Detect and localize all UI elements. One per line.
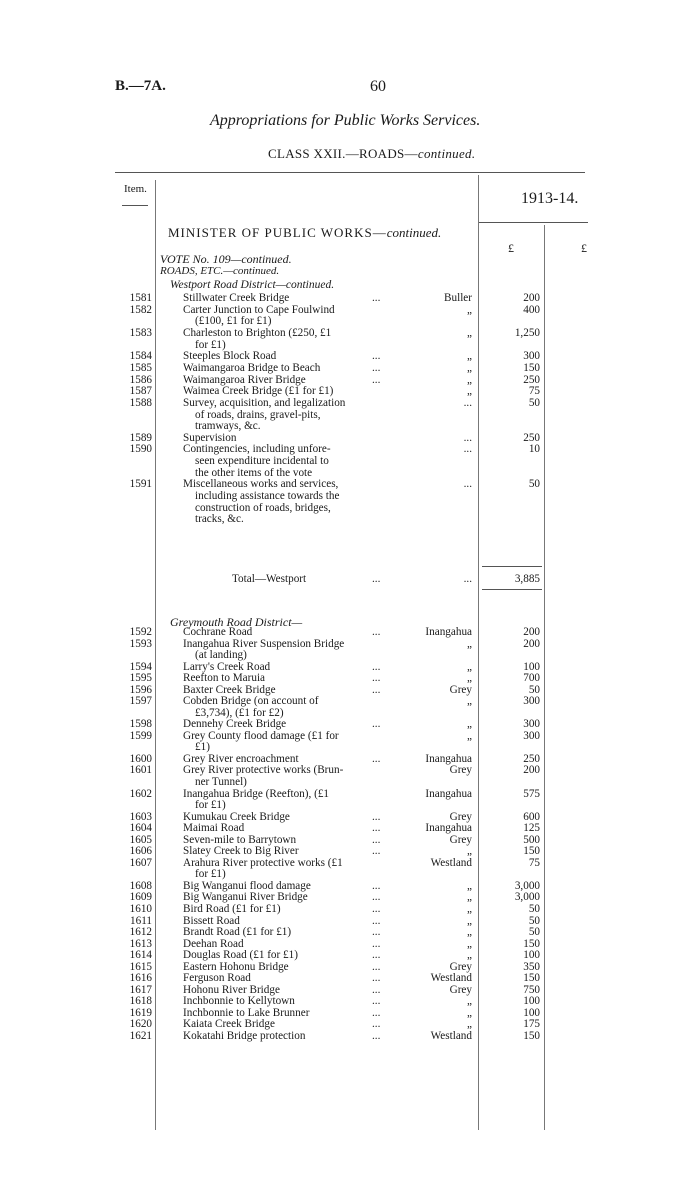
item-description: Hohonu River Bridge — [183, 983, 280, 996]
item-amount: 750 — [523, 983, 540, 996]
item-description: Waimangaroa River Bridge — [183, 373, 306, 386]
item-description: Charleston to Brighton (£250, £1 — [183, 326, 332, 339]
document-reference: B.—7A. — [115, 78, 166, 94]
table-row — [0, 385, 700, 397]
item-description: Ferguson Road — [183, 972, 251, 985]
county-name: Buller — [444, 292, 472, 304]
item-amount: 250 — [523, 373, 540, 386]
item-amount: 500 — [523, 833, 540, 846]
table-row — [0, 350, 700, 362]
item-number: 1613 — [129, 937, 152, 950]
leader-dots: ... — [372, 949, 381, 962]
table-row — [0, 926, 700, 938]
total-amount: 3,885 — [514, 573, 540, 585]
item-amount: 50 — [528, 396, 540, 409]
table-row — [0, 868, 700, 880]
county-name: „ — [467, 303, 472, 316]
table-row — [0, 707, 700, 719]
item-column-header: Item. — [124, 183, 147, 195]
total-county: ... — [463, 573, 472, 585]
leader-dots: ... — [372, 983, 381, 996]
item-number: 1592 — [129, 626, 152, 638]
item-description: Inangahua Bridge (Reefton), (£1 — [183, 787, 330, 800]
item-amount: 700 — [523, 672, 540, 685]
item-description: ner Tunnel) — [195, 776, 247, 789]
item-number: 1618 — [129, 995, 152, 1008]
table-row — [0, 834, 700, 846]
item-number: 1610 — [129, 902, 152, 915]
table-row — [0, 467, 700, 479]
item-amount: 200 — [523, 292, 540, 304]
item-amount: 100 — [523, 1006, 540, 1019]
item-description: Dennehy Creek Bridge — [183, 718, 287, 731]
item-description: Grey County flood damage (£1 for — [183, 729, 339, 742]
year-column-header: 1913-14. — [521, 190, 579, 207]
item-amount: 3,000 — [514, 879, 540, 892]
county-name: „ — [467, 879, 472, 892]
table-row — [0, 903, 700, 915]
item-number: 1611 — [130, 914, 152, 927]
item-number: 1621 — [129, 1029, 152, 1042]
leader-dots: ... — [372, 995, 381, 1008]
leader-dots: ... — [372, 960, 381, 973]
item-description: Waimea Creek Bridge (£1 for £1) — [183, 385, 334, 398]
total-label: Total—Westport — [232, 573, 307, 585]
item-description: Kokatahi Bridge protection — [183, 1029, 306, 1042]
item-description: Bird Road (£1 for £1) — [183, 902, 281, 915]
item-amount: 200 — [523, 626, 540, 638]
table-row — [0, 327, 700, 339]
greymouth-district-heading: Greymouth Road District— — [170, 615, 303, 629]
county-name: „ — [467, 718, 472, 731]
leader-dots: ... — [372, 822, 381, 835]
county-name: „ — [467, 902, 472, 915]
table-row — [0, 684, 700, 696]
item-number: 1617 — [129, 983, 152, 996]
leader-dots: ... — [372, 373, 381, 386]
item-description: seen expenditure incidental to — [195, 455, 329, 468]
item-description: Contingencies, including unfore- — [183, 443, 331, 456]
item-number: 1581 — [129, 292, 152, 304]
leader-dots: ... — [372, 1018, 381, 1031]
item-number: 1590 — [129, 443, 152, 456]
county-name: „ — [467, 637, 472, 650]
item-amount: 125 — [523, 822, 540, 835]
item-number: 1615 — [129, 960, 152, 973]
table-row — [0, 490, 700, 502]
item-description: Kumukau Creek Bridge — [183, 810, 290, 823]
table-row — [0, 432, 700, 444]
item-amount: 100 — [523, 660, 540, 673]
item-amount: 100 — [523, 995, 540, 1008]
table-row — [0, 661, 700, 673]
county-name: Westland — [430, 856, 472, 869]
item-number: 1609 — [129, 891, 152, 904]
leader-dots: ... — [372, 1029, 381, 1042]
item-description: Inchbonnie to Lake Brunner — [183, 1006, 310, 1019]
table-row — [0, 938, 700, 950]
table-row — [0, 972, 700, 984]
item-number: 1612 — [129, 926, 152, 939]
county-name: ... — [463, 396, 472, 409]
item-description: construction of roads, bridges, — [195, 501, 331, 514]
item-number: 1595 — [129, 672, 152, 685]
county-name: Grey — [449, 960, 472, 973]
item-amount: 100 — [523, 949, 540, 962]
item-rule — [122, 205, 148, 206]
item-amount: 575 — [523, 787, 540, 800]
item-description: Deehan Road — [183, 937, 244, 950]
item-description: Cobden Bridge (on account of — [183, 695, 319, 708]
item-description: (at landing) — [195, 649, 247, 662]
item-number: 1598 — [129, 718, 152, 731]
item-description: Baxter Creek Bridge — [183, 683, 276, 696]
leader-dots: ... — [372, 810, 381, 823]
county-name: ... — [463, 431, 472, 444]
county-name: Grey — [449, 983, 472, 996]
table-row — [0, 718, 700, 730]
pound-sign-items: £ — [508, 241, 514, 255]
table-row — [0, 374, 700, 386]
item-number: 1602 — [129, 787, 152, 800]
item-number: 1605 — [129, 833, 152, 846]
item-amount: 250 — [523, 752, 540, 765]
county-name: „ — [467, 845, 472, 858]
leader-dots: ... — [372, 879, 381, 892]
item-number: 1614 — [129, 949, 152, 962]
county-name: Inangahua — [425, 787, 472, 800]
item-description: Maimai Road — [183, 822, 245, 835]
item-number: 1582 — [129, 303, 152, 316]
table-row — [0, 961, 700, 973]
county-name: „ — [467, 361, 472, 374]
item-description: Arahura River protective works (£1 — [183, 856, 343, 869]
leader-dots: ... — [372, 833, 381, 846]
item-description: Cochrane Road — [183, 626, 253, 638]
county-name: Inangahua — [425, 822, 472, 835]
item-description: for £1) — [195, 338, 226, 351]
table-row — [0, 984, 700, 996]
item-amount: 150 — [523, 1029, 540, 1042]
table-row — [0, 397, 700, 409]
leader-dots: ... — [372, 902, 381, 915]
item-description: Inchbonnie to Kellytown — [183, 995, 295, 1008]
item-number: 1607 — [129, 856, 152, 869]
page-number: 60 — [370, 78, 386, 95]
roads-heading: ROADS, ETC.—continued. — [160, 265, 280, 277]
item-amount: 200 — [523, 637, 540, 650]
item-number: 1594 — [129, 660, 152, 673]
county-name: Inangahua — [425, 752, 472, 765]
item-amount: 50 — [528, 902, 540, 915]
total-dots: ... — [372, 573, 381, 585]
table-row — [0, 857, 700, 869]
table-row — [0, 626, 700, 638]
leader-dots: ... — [372, 292, 381, 304]
item-description: Waimangaroa Bridge to Beach — [183, 361, 321, 374]
item-description: Eastern Hohonu Bridge — [183, 960, 289, 973]
table-row — [0, 1007, 700, 1019]
table-row — [0, 1018, 700, 1030]
county-name: Grey — [449, 683, 472, 696]
county-name: „ — [467, 672, 472, 685]
item-number: 1599 — [129, 729, 152, 742]
county-name: „ — [467, 385, 472, 398]
item-amount: 150 — [523, 361, 540, 374]
table-row — [0, 672, 700, 684]
ministry-label: MINISTER OF PUBLIC WORKS— — [168, 225, 387, 240]
year-rule — [478, 222, 588, 223]
county-name: „ — [467, 1018, 472, 1031]
county-name: „ — [467, 926, 472, 939]
table-row — [0, 788, 700, 800]
leader-dots: ... — [372, 718, 381, 731]
item-amount: 400 — [523, 303, 540, 316]
county-name: Grey — [449, 764, 472, 777]
westport-total-row — [0, 573, 700, 585]
table-row — [0, 455, 700, 467]
table-row — [0, 1030, 700, 1042]
county-name: „ — [467, 729, 472, 742]
leader-dots: ... — [372, 914, 381, 927]
table-row — [0, 339, 700, 351]
item-number: 1603 — [129, 810, 152, 823]
table-row — [0, 811, 700, 823]
leader-dots: ... — [372, 626, 381, 638]
item-description: tracks, &c. — [195, 513, 244, 526]
item-number: 1619 — [129, 1006, 152, 1019]
ministry-heading — [168, 225, 441, 241]
county-name: „ — [467, 995, 472, 1008]
county-name: „ — [467, 350, 472, 363]
table-row — [0, 420, 700, 432]
item-number: 1583 — [129, 326, 152, 339]
county-name: ... — [463, 443, 472, 456]
item-description: Kaiata Creek Bridge — [183, 1018, 275, 1031]
westport-district-heading: Westport Road District—continued. — [170, 279, 335, 291]
item-amount: 300 — [523, 729, 540, 742]
ministry-continued: continued. — [386, 225, 442, 240]
table-row — [0, 949, 700, 961]
item-description: Grey River encroachment — [183, 752, 299, 765]
item-description: for £1) — [195, 868, 226, 881]
item-description: Brandt Road (£1 for £1) — [183, 926, 292, 939]
table-row — [0, 776, 700, 788]
item-amount: 50 — [528, 478, 540, 491]
table-row — [0, 799, 700, 811]
item-amount: 300 — [523, 718, 540, 731]
table-row — [0, 730, 700, 742]
table-row — [0, 443, 700, 455]
table-row — [0, 409, 700, 421]
item-amount: 75 — [528, 385, 540, 398]
vote-heading: VOTE No. 109—continued. — [160, 252, 292, 266]
item-description: Survey, acquisition, and legalization — [183, 396, 346, 409]
table-row — [0, 891, 700, 903]
item-description: £1) — [195, 741, 210, 754]
item-number: 1593 — [129, 637, 152, 650]
table-row — [0, 649, 700, 661]
class-label: CLASS XXII.—ROADS— — [268, 146, 418, 161]
county-name: „ — [467, 937, 472, 950]
item-description: tramways, &c. — [195, 420, 261, 433]
table-row — [0, 915, 700, 927]
leader-dots: ... — [372, 361, 381, 374]
leader-dots: ... — [372, 672, 381, 685]
item-amount: 10 — [528, 443, 540, 456]
item-description: of roads, drains, gravel-pits, — [195, 408, 321, 421]
item-amount: 300 — [523, 350, 540, 363]
item-number: 1589 — [129, 431, 152, 444]
item-number: 1584 — [129, 350, 152, 363]
county-name: „ — [467, 891, 472, 904]
table-row — [0, 292, 700, 304]
item-description: including assistance towards the — [195, 490, 340, 503]
item-description: Steeples Block Road — [183, 350, 277, 363]
leader-dots: ... — [372, 660, 381, 673]
class-heading — [268, 146, 475, 162]
item-number: 1606 — [129, 845, 152, 858]
county-name: „ — [467, 326, 472, 339]
table-row — [0, 995, 700, 1007]
table-row — [0, 764, 700, 776]
leader-dots: ... — [372, 1006, 381, 1019]
table-row — [0, 822, 700, 834]
county-name: „ — [467, 949, 472, 962]
item-amount: 50 — [528, 683, 540, 696]
leader-dots: ... — [372, 937, 381, 950]
item-amount: 200 — [523, 764, 540, 777]
item-number: 1588 — [129, 396, 152, 409]
item-number: 1597 — [129, 695, 152, 708]
item-amount: 50 — [528, 926, 540, 939]
table-row — [0, 845, 700, 857]
table-row — [0, 315, 700, 327]
item-number: 1596 — [129, 683, 152, 696]
item-number: 1586 — [129, 373, 152, 386]
item-description: (£100, £1 for £1) — [195, 315, 272, 328]
item-description: Bissett Road — [183, 914, 240, 927]
item-description: Douglas Road (£1 for £1) — [183, 949, 298, 962]
pound-sign-totals: £ — [581, 241, 587, 255]
total-bottom-rule — [482, 589, 542, 590]
table-row — [0, 741, 700, 753]
item-description: Big Wanganui River Bridge — [183, 891, 308, 904]
table-row — [0, 638, 700, 650]
header-top-rule — [115, 172, 585, 173]
table-row — [0, 880, 700, 892]
item-amount: 600 — [523, 810, 540, 823]
class-continued: continued. — [417, 146, 476, 161]
item-number: 1585 — [129, 361, 152, 374]
item-number: 1620 — [129, 1018, 152, 1031]
table-row — [0, 362, 700, 374]
item-amount: 300 — [523, 695, 540, 708]
total-top-rule — [482, 566, 542, 567]
county-name: „ — [467, 660, 472, 673]
item-description: Slatey Creek to Big River — [183, 845, 299, 858]
leader-dots: ... — [372, 972, 381, 985]
item-amount: 3,000 — [514, 891, 540, 904]
county-name: „ — [467, 373, 472, 386]
county-name: Grey — [449, 833, 472, 846]
table-row — [0, 478, 700, 490]
leader-dots: ... — [372, 683, 381, 696]
table-row — [0, 695, 700, 707]
county-name: Grey — [449, 810, 472, 823]
table-row — [0, 753, 700, 765]
county-name: Westland — [430, 972, 472, 985]
item-description: Grey River protective works (Brun- — [183, 764, 344, 777]
page-title: Appropriations for Public Works Services. — [210, 112, 481, 129]
item-description: Supervision — [183, 431, 237, 444]
item-amount: 150 — [523, 845, 540, 858]
item-number: 1601 — [129, 764, 152, 777]
item-number: 1608 — [129, 879, 152, 892]
item-number: 1591 — [129, 478, 152, 491]
leader-dots: ... — [372, 350, 381, 363]
leader-dots: ... — [372, 752, 381, 765]
item-description: for £1) — [195, 799, 226, 812]
item-amount: 1,250 — [514, 326, 540, 339]
table-row — [0, 304, 700, 316]
item-description: Inangahua River Suspension Bridge — [183, 637, 345, 650]
table-row — [0, 513, 700, 525]
leader-dots: ... — [372, 891, 381, 904]
leader-dots: ... — [372, 926, 381, 939]
county-name: „ — [467, 1006, 472, 1019]
item-description: Larry's Creek Road — [183, 660, 271, 673]
leader-dots: ... — [372, 845, 381, 858]
item-amount: 150 — [523, 937, 540, 950]
item-amount: 350 — [523, 960, 540, 973]
county-name: „ — [467, 914, 472, 927]
item-description: Seven-mile to Barrytown — [183, 833, 297, 846]
item-amount: 175 — [523, 1018, 540, 1031]
item-amount: 75 — [528, 856, 540, 869]
item-number: 1616 — [129, 972, 152, 985]
item-number: 1604 — [129, 822, 152, 835]
county-name: „ — [467, 695, 472, 708]
county-name: ... — [463, 478, 472, 491]
item-number: 1600 — [129, 752, 152, 765]
item-number: 1587 — [129, 385, 152, 398]
item-description: Stillwater Creek Bridge — [183, 292, 290, 304]
table-row — [0, 502, 700, 514]
item-description: Reefton to Maruia — [183, 672, 266, 685]
item-description: the other items of the vote — [195, 466, 313, 479]
item-amount: 150 — [523, 972, 540, 985]
item-amount: 250 — [523, 431, 540, 444]
county-name: Westland — [430, 1029, 472, 1042]
item-description: Big Wanganui flood damage — [183, 879, 311, 892]
item-description: Carter Junction to Cape Foulwind — [183, 303, 335, 316]
item-description: £3,734), (£1 for £2) — [195, 706, 284, 719]
item-description: Miscellaneous works and services, — [183, 478, 339, 491]
county-name: Inangahua — [425, 626, 472, 638]
item-amount: 50 — [528, 914, 540, 927]
